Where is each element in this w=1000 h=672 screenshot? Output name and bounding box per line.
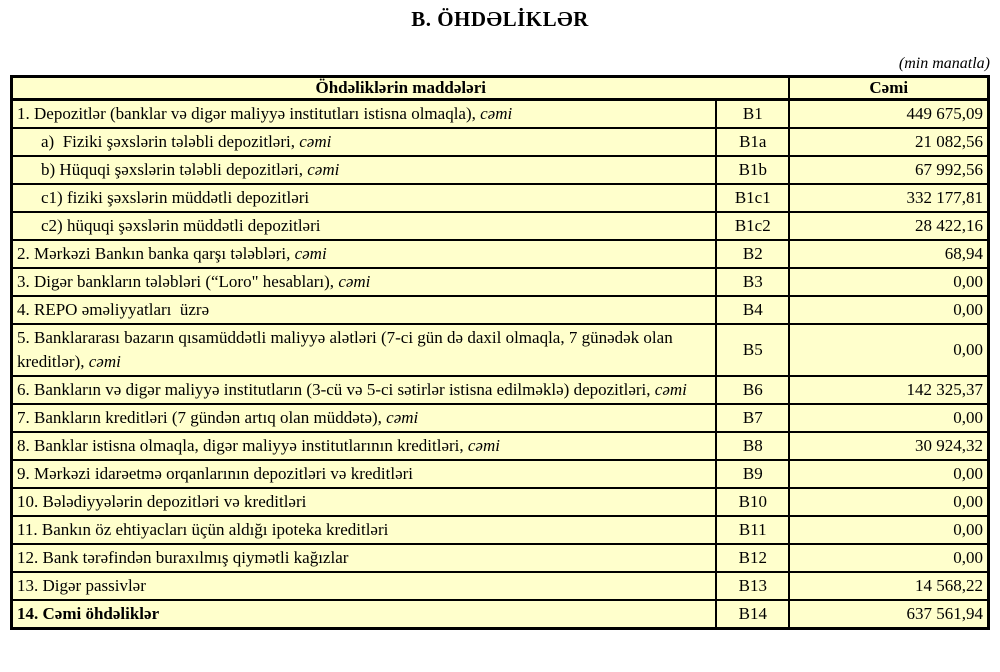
- row-label-text: 1. Depozitlər (banklar və digər maliyyə institutları istisna olmaqla),: [17, 104, 481, 123]
- row-value: 0,00: [789, 544, 988, 572]
- row-code: B1b: [716, 156, 789, 184]
- row-value: 68,94: [789, 240, 988, 268]
- row-label-text: 14. Cəmi öhdəliklər: [17, 604, 160, 623]
- row-label: [12, 128, 717, 156]
- row-label-text: c1) fiziki şəxslərin müddətli depozitləri: [41, 188, 310, 207]
- table-row: [12, 404, 989, 432]
- row-label: [12, 488, 717, 516]
- row-label-text: 7. Bankların kreditləri (7 gündən artıq olan müddətə),: [17, 408, 387, 427]
- row-label-cami: cəmi: [299, 132, 332, 151]
- row-code: B1: [716, 100, 789, 129]
- row-label: [12, 240, 717, 268]
- unit-note: (min manatla): [898, 55, 990, 72]
- table-row: [12, 100, 989, 129]
- row-code: B11: [716, 516, 789, 544]
- table-row: [12, 212, 989, 240]
- row-value: 0,00: [789, 488, 988, 516]
- row-label: [12, 516, 717, 544]
- table-row: [12, 376, 989, 404]
- row-label: [12, 296, 717, 324]
- row-label-text: a) Fiziki şəxslərin tələbli depozitləri,: [41, 132, 300, 151]
- row-value: 0,00: [789, 324, 988, 376]
- table-row: [12, 460, 989, 488]
- row-value: 0,00: [789, 296, 988, 324]
- row-label-cami: cəmi: [386, 408, 419, 427]
- row-label-text: 11. Bankın öz ehtiyacları üçün aldığı ipoteka kreditləri: [17, 520, 389, 539]
- row-value: 637 561,94: [789, 600, 988, 629]
- row-label-text: 12. Bank tərəfindən buraxılmış qiymətli kağızlar: [17, 548, 349, 567]
- row-value: 332 177,81: [789, 184, 988, 212]
- row-value: 30 924,32: [789, 432, 988, 460]
- row-label-text: 10. Bələdiyyələrin depozitləri və kreditləri: [17, 492, 307, 511]
- row-label: [12, 184, 717, 212]
- liabilities-table: [10, 75, 990, 630]
- table-header-row: [12, 77, 989, 100]
- row-label-cami: cəmi: [338, 272, 371, 291]
- row-label-text: 3. Digər bankların tələbləri (“Loro" hesabları),: [17, 272, 339, 291]
- table-row: [12, 488, 989, 516]
- row-label-text: 9. Mərkəzi idarəetmə orqanlarının depozitləri və kreditləri: [17, 464, 414, 483]
- row-code: B4: [716, 296, 789, 324]
- table-header-total: Cəmi: [789, 77, 988, 100]
- table-row: [12, 184, 989, 212]
- row-value: 28 422,16: [789, 212, 988, 240]
- row-label-cami: cəmi: [480, 104, 513, 123]
- row-label: [12, 100, 717, 129]
- row-label-text: 4. REPO əməliyyatları üzrə: [17, 300, 210, 319]
- row-label-text: 13. Digər passivlər: [17, 576, 146, 595]
- page-title: B. ÖHDƏLİKLƏR: [411, 7, 589, 31]
- table-row: [12, 544, 989, 572]
- row-code: B9: [716, 460, 789, 488]
- row-label-text: c2) hüquqi şəxslərin müddətli depozitləri: [41, 216, 321, 235]
- row-label-text: 8. Banklar istisna olmaqla, digər maliyyə institutlarının kreditləri,: [17, 436, 468, 455]
- row-code: B1a: [716, 128, 789, 156]
- row-label: [12, 156, 717, 184]
- row-code: B14: [716, 600, 789, 629]
- row-value: 0,00: [789, 516, 988, 544]
- row-code: B1c1: [716, 184, 789, 212]
- row-code: B12: [716, 544, 789, 572]
- row-code: B5: [716, 324, 789, 376]
- row-code: B8: [716, 432, 789, 460]
- row-value: 0,00: [789, 268, 988, 296]
- row-label: [12, 572, 717, 600]
- row-label-cami: cəmi: [88, 352, 121, 371]
- table-row: [12, 240, 989, 268]
- row-label: [12, 376, 717, 404]
- row-code: B1c2: [716, 212, 789, 240]
- row-label: [12, 212, 717, 240]
- row-value: 21 082,56: [789, 128, 988, 156]
- row-label: [12, 432, 717, 460]
- row-label: [12, 268, 717, 296]
- row-label: [12, 460, 717, 488]
- table-row-total: [12, 600, 989, 629]
- table-row: [12, 128, 989, 156]
- row-value: 0,00: [789, 460, 988, 488]
- row-label-cami: cəmi: [307, 160, 340, 179]
- row-code: B2: [716, 240, 789, 268]
- table-row: [12, 432, 989, 460]
- table-row: [12, 156, 989, 184]
- row-label-cami: cəmi: [294, 244, 327, 263]
- row-label: [12, 544, 717, 572]
- row-label-text: b) Hüquqi şəxslərin tələbli depozitləri,: [41, 160, 308, 179]
- row-label: [12, 600, 717, 629]
- row-code: B7: [716, 404, 789, 432]
- row-value: 0,00: [789, 404, 988, 432]
- row-value: 67 992,56: [789, 156, 988, 184]
- row-label-text: 5. Banklararası bazarın qısamüddətli maliyyə alətləri (7-ci gün də daxil olmaqla, 7 günədək olan kreditlər),: [17, 328, 677, 371]
- row-code: B3: [716, 268, 789, 296]
- row-label-text: 6. Bankların və digər maliyyə institutların (3-cü və 5-ci sətirlər istisna edilməklə) depozitləri,: [17, 380, 655, 399]
- row-code: B13: [716, 572, 789, 600]
- row-code: B6: [716, 376, 789, 404]
- row-label: [12, 404, 717, 432]
- row-value: 14 568,22: [789, 572, 988, 600]
- row-code: B10: [716, 488, 789, 516]
- table-row: [12, 324, 989, 376]
- row-value: 142 325,37: [789, 376, 988, 404]
- table-header-items: Öhdəliklərin maddələri: [12, 77, 790, 100]
- row-value: 449 675,09: [789, 100, 988, 129]
- row-label-cami: cəmi: [467, 436, 500, 455]
- row-label-cami: cəmi: [654, 380, 687, 399]
- table-row: [12, 516, 989, 544]
- row-label: [12, 324, 717, 376]
- table-row: [12, 268, 989, 296]
- table-row: [12, 296, 989, 324]
- table-row: [12, 572, 989, 600]
- row-label-text: 2. Mərkəzi Bankın banka qarşı tələbləri,: [17, 244, 295, 263]
